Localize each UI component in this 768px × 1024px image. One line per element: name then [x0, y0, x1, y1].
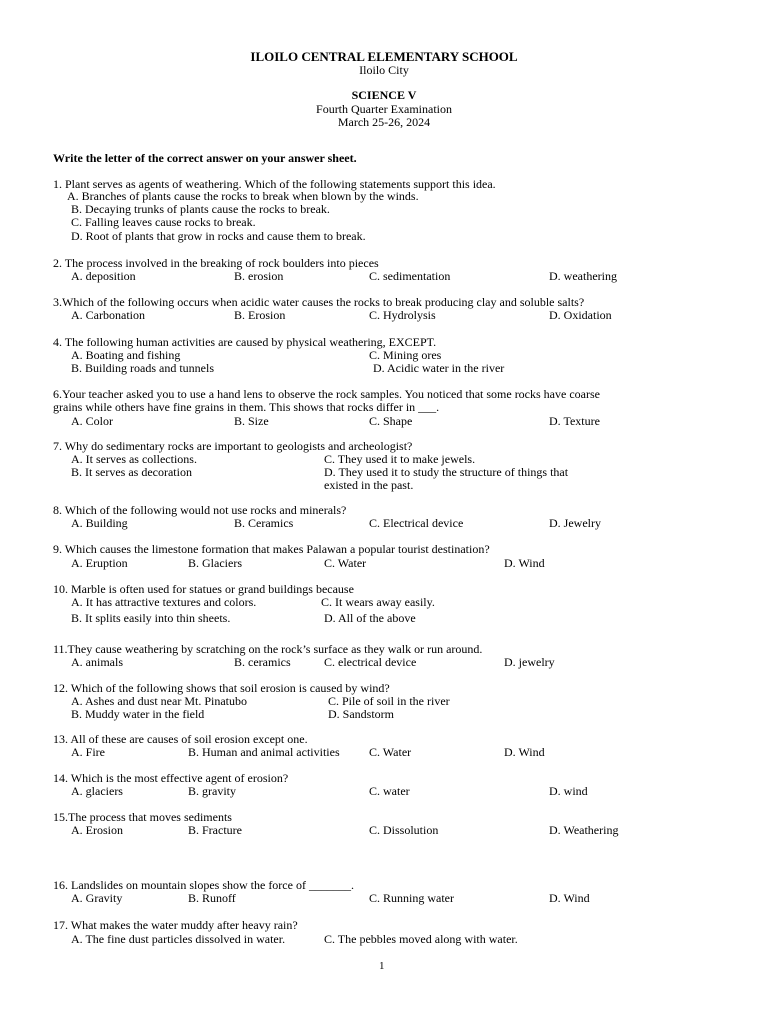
choice-d: D. Wind [504, 556, 545, 570]
question-stem: 8. Which of the following would not use rocks and minerals? [53, 503, 347, 517]
choice-b: B. Human and animal activities [188, 745, 340, 759]
choice-a: A. Fire [71, 745, 105, 759]
question-stem: 14. Which is the most effective agent of erosion? [53, 771, 289, 785]
choice-d: D. Jewelry [549, 516, 601, 530]
choice-c: C. Shape [369, 414, 413, 428]
choice-a: A. Ashes and dust near Mt. Pinatubo [71, 694, 247, 708]
exam-date: March 25-26, 2024 [337, 115, 431, 129]
choice-c: C. Pile of soil in the river [328, 694, 450, 708]
choice-c: C. electrical device [324, 655, 417, 669]
choice-c: C. Dissolution [369, 823, 439, 837]
choice-d: D. Wind [504, 745, 545, 759]
choice-d: D. Oxidation [549, 308, 612, 322]
choice-a: A. Carbonation [71, 308, 145, 322]
city-name: Iloilo City [359, 63, 409, 77]
question-stem: 12. Which of the following shows that soil erosion is caused by wind? [53, 681, 390, 695]
choice-c: C. The pebbles moved along with water. [324, 932, 518, 946]
choice-d: D. Wind [549, 891, 590, 905]
choice-a: A. Eruption [71, 556, 128, 570]
choice-a: A. Color [71, 414, 113, 428]
choice-b: B. Building roads and tunnels [71, 361, 214, 375]
question-stem-cont: grains while others have fine grains in them. This shows that rocks differ in ___. [53, 400, 440, 414]
choice-d: D. Sandstorm [328, 707, 394, 721]
choice-b: B. Size [234, 414, 269, 428]
choice-a: A. Erosion [71, 823, 123, 837]
choice-d: D. jewelry [504, 655, 555, 669]
choice-b: B. Erosion [234, 308, 286, 322]
choice-b: B. Runoff [188, 891, 236, 905]
question-stem: 10. Marble is often used for statues or grand buildings because [53, 582, 354, 596]
choice-c: C. Electrical device [369, 516, 464, 530]
question-stem: 16. Landslides on mountain slopes show the force of _______. [53, 878, 354, 892]
choice-a: A. The fine dust particles dissolved in water. [71, 932, 286, 946]
choice-c: C. Water [324, 556, 367, 570]
choice-d: D. All of the above [324, 611, 416, 625]
question-stem: 13. All of these are causes of soil erosion except one. [53, 732, 308, 746]
choice-c: C. Mining ores [369, 348, 442, 362]
choice-d: D. Acidic water in the river [373, 361, 505, 375]
choice-c: C. sedimentation [369, 269, 451, 283]
subject-title: SCIENCE V [351, 88, 417, 102]
question-stem: 7. Why do sedimentary rocks are important to geologists and archeologist? [53, 439, 413, 453]
choice-b: B. erosion [234, 269, 284, 283]
question-stem: 11.They cause weathering by scratching on the rock’s surface as they walk or run around. [53, 642, 483, 656]
choice-a: A. It serves as collections. [71, 452, 197, 466]
choice-d: D. Weathering [549, 823, 619, 837]
question-stem: 15.The process that moves sediments [53, 810, 232, 824]
page-number: 1 [379, 960, 385, 972]
choice-d: D. weathering [549, 269, 617, 283]
choice-b: B. Decaying trunks of plants cause the rocks to break. [71, 202, 330, 216]
school-name: ILOILO CENTRAL ELEMENTARY SCHOOL [250, 49, 518, 64]
choice-b: B. gravity [188, 784, 236, 798]
choice-a: A. Building [71, 516, 128, 530]
question-stem: 9. Which causes the limestone formation that makes Palawan a popular tourist destination? [53, 542, 490, 556]
choice-b: B. Glaciers [188, 556, 242, 570]
choice-d: D. They used it to study the structure of things that [324, 465, 569, 479]
exam-title: Fourth Quarter Examination [316, 102, 452, 116]
choice-c: C. Running water [369, 891, 454, 905]
question-stem: 3.Which of the following occurs when acidic water causes the rocks to break producing clay and soluble salts? [53, 295, 585, 309]
choice-c: C. It wears away easily. [321, 595, 435, 609]
choice-b: B. Muddy water in the field [71, 707, 205, 721]
choice-a: A. glaciers [71, 784, 123, 798]
choice-a: A. deposition [71, 269, 136, 283]
instruction: Write the letter of the correct answer on your answer sheet. [53, 151, 357, 165]
choice-b: B. ceramics [234, 655, 291, 669]
choice-a: A. Gravity [71, 891, 123, 905]
question-stem: 1. Plant serves as agents of weathering. Which of the following statements support this idea. [53, 177, 496, 191]
choice-a: A. Boating and fishing [71, 348, 181, 362]
question-stem: 6.Your teacher asked you to use a hand lens to observe the rock samples. You noticed that some rocks have coarse [53, 387, 600, 401]
choice-a: A. Branches of plants cause the rocks to break when blown by the winds. [67, 189, 419, 203]
choice-b: B. Fracture [188, 823, 242, 837]
choice-b: B. Ceramics [234, 516, 294, 530]
choice-c: C. Water [369, 745, 412, 759]
choice-b: B. It serves as decoration [71, 465, 192, 479]
choice-d: D. Root of plants that grow in rocks and cause them to break. [71, 229, 366, 243]
choice-b: B. It splits easily into thin sheets. [71, 611, 231, 625]
question-stem: 2. The process involved in the breaking of rock boulders into pieces [53, 256, 379, 270]
question-stem: 17. What makes the water muddy after heavy rain? [53, 918, 298, 932]
choice-a: A. animals [71, 655, 123, 669]
choice-c: C. Falling leaves cause rocks to break. [71, 215, 256, 229]
choice-d: D. wind [549, 784, 588, 798]
choice-a: A. It has attractive textures and colors. [71, 595, 257, 609]
choice-d-cont: existed in the past. [324, 478, 414, 492]
question-stem: 4. The following human activities are caused by physical weathering, EXCEPT. [53, 335, 437, 349]
choice-c: C. They used it to make jewels. [324, 452, 476, 466]
choice-c: C. water [369, 784, 410, 798]
choice-c: C. Hydrolysis [369, 308, 436, 322]
choice-d: D. Texture [549, 414, 600, 428]
